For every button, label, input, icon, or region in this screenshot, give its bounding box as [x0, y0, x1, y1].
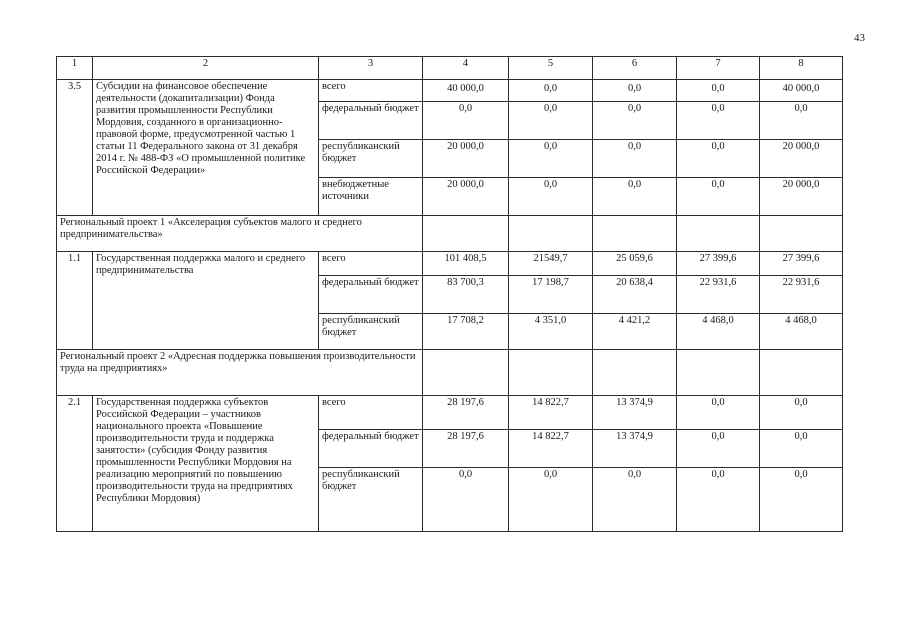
row-number: 1.1 [57, 252, 93, 350]
empty-cell [677, 350, 760, 396]
value-cell: 0,0 [593, 80, 677, 102]
funding-source: федеральный бюджет [319, 102, 423, 140]
value-cell: 0,0 [509, 140, 593, 178]
row-number: 2.1 [57, 396, 93, 532]
value-cell: 20 000,0 [760, 140, 843, 178]
value-cell: 21549,7 [509, 252, 593, 276]
project-title: Региональный проект 2 «Адресная поддержка повышения производительности труда на предприятиях» [57, 350, 423, 396]
value-cell: 4 468,0 [677, 314, 760, 350]
column-header: 8 [760, 57, 843, 80]
value-cell: 0,0 [760, 396, 843, 430]
empty-cell [423, 350, 509, 396]
value-cell: 0,0 [509, 80, 593, 102]
column-header: 7 [677, 57, 760, 80]
value-cell: 0,0 [509, 468, 593, 532]
value-cell: 14 822,7 [509, 430, 593, 468]
value-cell: 0,0 [509, 102, 593, 140]
value-cell: 0,0 [423, 468, 509, 532]
value-cell: 0,0 [423, 102, 509, 140]
column-header: 2 [93, 57, 319, 80]
column-header: 6 [593, 57, 677, 80]
funding-source: федеральный бюджет [319, 276, 423, 314]
value-cell: 14 822,7 [509, 396, 593, 430]
funding-source: республиканский бюджет [319, 140, 423, 178]
value-cell: 0,0 [677, 430, 760, 468]
value-cell: 0,0 [677, 80, 760, 102]
funding-source: республиканский бюджет [319, 468, 423, 532]
funding-source: федеральный бюджет [319, 430, 423, 468]
empty-cell [760, 350, 843, 396]
empty-cell [509, 216, 593, 252]
value-cell: 0,0 [677, 140, 760, 178]
budget-table [56, 56, 843, 532]
value-cell: 4 421,2 [593, 314, 677, 350]
value-cell: 13 374,9 [593, 396, 677, 430]
value-cell: 0,0 [760, 102, 843, 140]
empty-cell [677, 216, 760, 252]
value-cell: 101 408,5 [423, 252, 509, 276]
funding-source: внебюджетные источники [319, 178, 423, 216]
value-cell: 4 468,0 [760, 314, 843, 350]
value-cell: 0,0 [593, 102, 677, 140]
value-cell: 20 000,0 [423, 178, 509, 216]
value-cell: 0,0 [677, 102, 760, 140]
value-cell: 83 700,3 [423, 276, 509, 314]
project-title: Региональный проект 1 «Акселерация субъектов малого и среднего предпринимательства» [57, 216, 423, 252]
value-cell: 25 059,6 [593, 252, 677, 276]
value-cell: 40 000,0 [760, 80, 843, 102]
value-cell: 4 351,0 [509, 314, 593, 350]
value-cell: 0,0 [593, 468, 677, 532]
value-cell: 0,0 [677, 468, 760, 532]
value-cell: 0,0 [677, 396, 760, 430]
value-cell: 20 638,4 [593, 276, 677, 314]
project-row [57, 350, 843, 396]
column-header: 3 [319, 57, 423, 80]
funding-source: всего [319, 396, 423, 430]
empty-cell [509, 350, 593, 396]
value-cell: 27 399,6 [677, 252, 760, 276]
value-cell: 22 931,6 [760, 276, 843, 314]
value-cell: 0,0 [760, 430, 843, 468]
funding-source: всего [319, 80, 423, 102]
empty-cell [593, 216, 677, 252]
empty-cell [593, 350, 677, 396]
table-row [57, 252, 843, 276]
empty-cell [760, 216, 843, 252]
measure-name: Государственная поддержка малого и среднего предпринимательства [93, 252, 319, 350]
value-cell: 13 374,9 [593, 430, 677, 468]
column-header: 4 [423, 57, 509, 80]
funding-source: республиканский бюджет [319, 314, 423, 350]
value-cell: 0,0 [593, 178, 677, 216]
measure-name: Государственная поддержка субъектов Российской Федерации – участников национального проекта «Повышение производительности труда и поддержка занятости» (субсидия Фонду развития промышленности Республики Мордовия на реализацию мероприятий по повышению производительности труда на предприятиях Республики Мордовия) [93, 396, 319, 532]
page-number: 43 [854, 32, 865, 44]
value-cell: 17 198,7 [509, 276, 593, 314]
value-cell: 28 197,6 [423, 396, 509, 430]
table-row [57, 80, 843, 102]
column-header: 1 [57, 57, 93, 80]
table-row [57, 396, 843, 430]
header-row [57, 57, 843, 80]
value-cell: 0,0 [509, 178, 593, 216]
measure-name: Субсидии на финансовое обеспечение деятельности (докапитализации) Фонда развития промышленности Республики Мордовия, созданного в организационно-правовой форме, предусмотренной частью 1 статьи 11 Федерального закона от 31 декабря 2014 г. № 488-ФЗ «О промышленной политике Российской Федерации» [93, 80, 319, 216]
column-header: 5 [509, 57, 593, 80]
value-cell: 40 000,0 [423, 80, 509, 102]
value-cell: 17 708,2 [423, 314, 509, 350]
value-cell: 20 000,0 [760, 178, 843, 216]
value-cell: 0,0 [593, 140, 677, 178]
value-cell: 27 399,6 [760, 252, 843, 276]
project-row [57, 216, 843, 252]
value-cell: 0,0 [760, 468, 843, 532]
row-number: 3.5 [57, 80, 93, 216]
value-cell: 22 931,6 [677, 276, 760, 314]
value-cell: 20 000,0 [423, 140, 509, 178]
empty-cell [423, 216, 509, 252]
funding-source: всего [319, 252, 423, 276]
value-cell: 0,0 [677, 178, 760, 216]
value-cell: 28 197,6 [423, 430, 509, 468]
